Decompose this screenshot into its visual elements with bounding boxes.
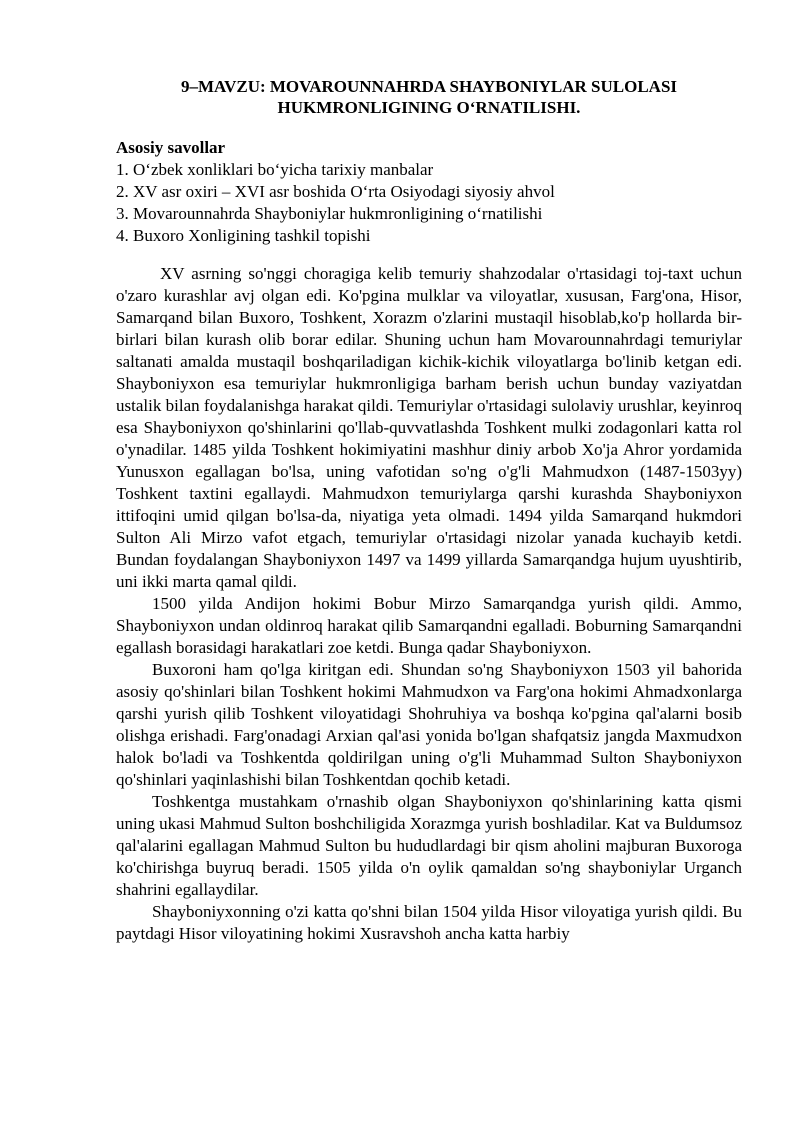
body-paragraph: 1500 yilda Andijon hokimi Bobur Mirzo Samarqandga yurish qildi. Ammo, Shayboniyxon undan oldinroq harakat qilib Samarqandni egalladi. Boburning Samarqandni egallash borasidagi harakatlari zoe ketdi. Bunga qadar Shayboniyxon. xyxy=(116,594,742,657)
body-paragraph: Toshkentga mustahkam o'rnashib olgan Shayboniyxon qo'shinlarining katta qismi uning ukasi Mahmud Sulton boshchiligida Xorazmga yurish boshladilar. Kat va Buldumsoz qal'alarini egallagan Mahmud Sulton bu hududlardagi bir qism aholini majburan Buxoroga ko'chirishga buyruq beradi. 1505 yilda o'n oylik qamaldan so'ng shayboniylar Urganch shahrini egallaydilar. xyxy=(116,792,742,899)
questions-heading: Asosiy savollar xyxy=(116,138,226,157)
body-paragraph: XV asrning so'nggi choragiga kelib temuriy shahzodalar o'rtasidagi toj-taxt uchun o'zaro kurashlar avj olgan edi. Ko'pgina mulklar va viloyatlar, xususan, Farg'ona, Hisor, Samarqand bilan Buxoro, Toshkent, Xorazm o'zlarini mustaqil hisoblab,ko'p hollarda bir-birlari bilan kurash olib borar edilar. Shuning uchun ham Movarounnahrdagi temuriylar saltanati amalda mustaqil boshqariladigan kichik-kichik viloyatlarga bo'linib ketgan edi. Shayboniyxon esa temuriylar hukmronligiga barham berish uchun bunday vaziyatdan ustalik bilan foydalanishga harakat qildi. Temuriylar o'rtasidagi sulolaviy urushlar, keyinroq esa Shayboniyxon qo'shinlarini qo'llab-quvvatlashda Toshkent mulki zodagonlari katta rol o'ynadilar. 1485 yilda Toshkent hokimiyatini mashhur diniy arbob Xo'ja Ahror yordamida Yunusxon egallagan bo'lsa, uning vafotidan so'ng o'g'li Mahmudxon (1487-1503yy) Toshkent taxtini egallaydi. Mahmudxon temuriylarga qarshi kurashda Shayboniyxon ittifoqini umid qilgan bo'lsa-da, niyatiga yeta olmadi. 1494 yilda Samarqand hukmdori Sulton Ali Mirzo vafot etgach, temuriylar o'rtasidagi nizolar yanada kuchayib ketdi. Bundan foydalangan Shayboniyxon 1497 va 1499 yillarda Samarqandga hujum uyushtirib, uni ikki marta qamal qildi. xyxy=(116,264,742,591)
document-page xyxy=(116,76,742,945)
body-paragraph: Shayboniyxonning o'zi katta qo'shni bilan 1504 yilda Hisor viloyatiga yurish qildi. Bu paytdagi Hisor viloyatining hokimi Xusravshoh ancha katta harbiy xyxy=(116,902,742,943)
question-item: 1. O‘zbek xonliklari bo‘yicha tarixiy manbalar xyxy=(116,160,434,179)
question-item: 4. Buxoro Xonligining tashkil topishi xyxy=(116,226,371,245)
page-title xyxy=(116,76,742,118)
question-item: 3. Movarounnahrda Shayboniylar hukmronligining o‘rnatilishi xyxy=(116,204,543,223)
body-paragraph: Buxoroni ham qo'lga kiritgan edi. Shundan so'ng Shayboniyxon 1503 yil bahorida asosiy qo'shinlari bilan Toshkent hokimi Mahmudxon va Farg'ona hokimi Ahmadxonlarga qarshi yurish qilib Toshkent viloyatidagi Shohruhiya va boshqa ko'pgina qal'alarni bosib olishga erishadi. Farg'onadagi Arxian qal'asi yonida bo'lgan shafqatsiz jangda Maxmudxon halok bo'ladi va Toshkentda qoldirilgan uning o'g'li Muhammad Sulton Shayboniyxon qo'shinlari yaqinlashishi bilan Toshkentdan qochib ketadi. xyxy=(116,660,742,789)
title-line-1: 9–MAVZU: MOVAROUNNAHRDA SHAYBONIYLAR SULOLASI xyxy=(180,77,678,96)
question-item: 2. XV asr oxiri – XVI asr boshida O‘rta Osiyodagi siyosiy ahvol xyxy=(116,182,555,201)
questions-list xyxy=(116,159,742,247)
title-line-2: HUKMRONLIGINING O‘RNATILISHI. xyxy=(277,98,581,117)
